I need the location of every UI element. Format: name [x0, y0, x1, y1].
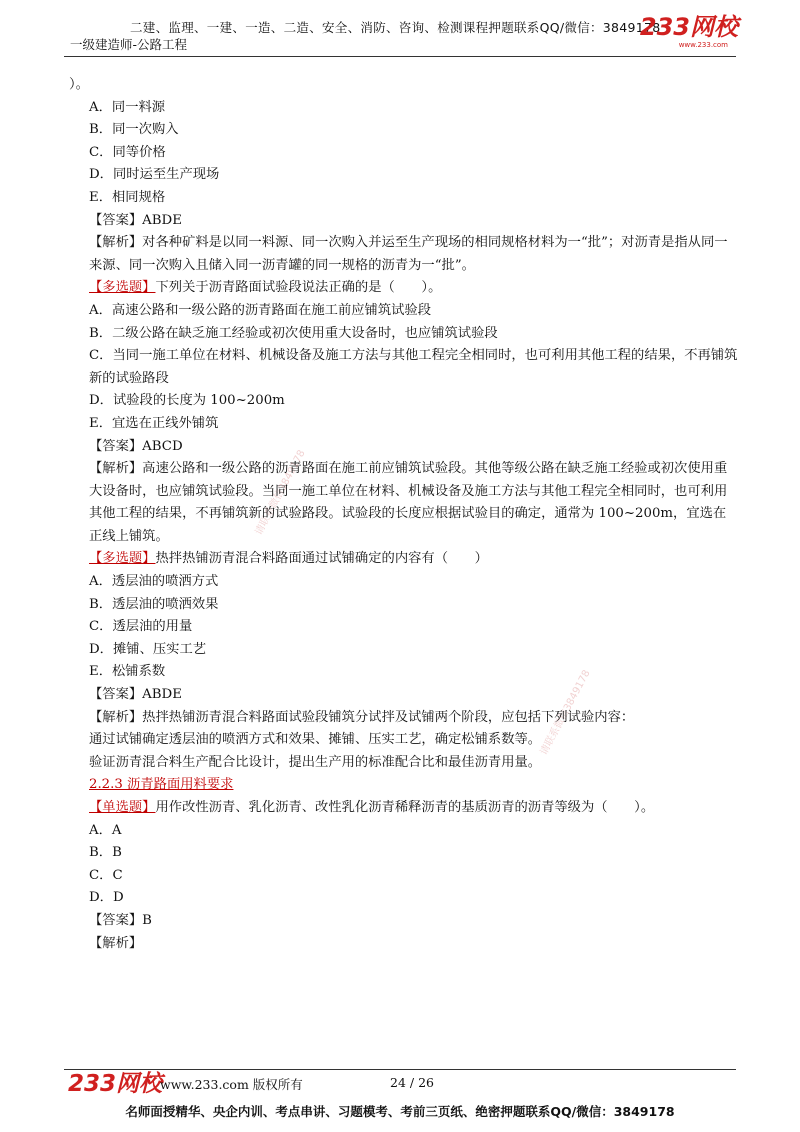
- footer-logo: 233网校: [68, 1071, 163, 1097]
- option-line: D．摊铺、压实工艺: [89, 641, 207, 657]
- analysis-paragraph: 【解析】高速公路和一级公路的沥青路面在施工前应铺筑试验段。其他等级公路在缺乏施工经验或初次使用重大设备时，也应铺筑试验段。当同一施工单位在材料、机械设备及施工方法与其他工程完全相同时，也可利用其他工程的结果，不再铺筑新的试验路段。试验段的长度应根据试验目的确定，通常为 100~200m，宜选在正线上铺筑。: [89, 461, 728, 544]
- question-line: [69, 797, 739, 820]
- question-type-tag: 【多选题】: [89, 280, 156, 296]
- analysis-paragraph: 【解析】热拌热铺沥青混合料路面试验段铺筑分试拌及试铺两个阶段，应包括下列试验内容：: [89, 709, 635, 725]
- option-line: D．D: [89, 890, 124, 906]
- option-line: C．当同一施工单位在材料、机械设备及施工方法与其他工程完全相同时，也可利用其他工程的结果，不再铺筑新的试验路段: [89, 348, 738, 386]
- option-line: E．松铺系数: [89, 664, 166, 680]
- page-number: 24 / 26: [390, 1075, 434, 1090]
- answer-line: 【答案】B: [89, 912, 152, 928]
- option-line: E．相同规格: [89, 189, 166, 205]
- option-line: A．A: [89, 822, 122, 838]
- option-line: C．C: [89, 867, 123, 883]
- footer-site-link[interactable]: www.233.com 版权所有: [160, 1077, 303, 1092]
- analysis-line: 验证沥青混合料生产配合比设计，提出生产用的标准配合比和最佳沥青用量。: [89, 754, 542, 770]
- header-logo-url: www.233.com: [678, 41, 728, 49]
- option-line: B．透层油的喷洒效果: [89, 596, 219, 612]
- section-heading: 2.2.3 沥青路面用料要求: [89, 777, 234, 793]
- option-line: E．宜选在正线外铺筑: [89, 415, 219, 431]
- question-type-tag: 【单选题】: [89, 800, 156, 815]
- footer-divider: [64, 1069, 736, 1070]
- question-text: 下列关于沥青路面试验段说法正确的是（ ）。: [155, 280, 442, 296]
- watermark: 请联系微信3849178: [253, 448, 308, 538]
- question-line: [69, 548, 739, 571]
- option-line: D．试验段的长度为 100~200m: [89, 393, 285, 409]
- option-line: B．二级公路在缺乏施工经验或初次使用重大设备时，也应铺筑试验段: [89, 325, 498, 341]
- option-line: A．同一料源: [89, 99, 166, 115]
- answer-line: 【答案】ABDE: [89, 687, 182, 703]
- question-line: [69, 277, 739, 300]
- option-line: A．透层油的喷洒方式: [89, 574, 219, 590]
- header-subject: 一级建造师-公路工程: [70, 37, 188, 52]
- option-line: C．同等价格: [89, 144, 166, 160]
- header-top-text: 二建、监理、一建、一造、二造、安全、消防、咨询、检测课程押题联系QQ/微信：3849178: [130, 20, 661, 35]
- answer-line: 【答案】ABCD: [89, 438, 183, 454]
- analysis-paragraph: 【解析】对各种矿料是以同一料源、同一次购入并运至生产现场的相同规格材料为一“批”；对沥青是指从同一来源、同一次购入且储入同一沥青罐的同一规格的沥青为一“批”。: [89, 235, 728, 273]
- analysis-line: 通过试铺确定透层油的喷洒方式和效果、摊铺、压实工艺，确定松铺系数等。: [89, 732, 542, 748]
- header-divider: [64, 56, 736, 57]
- option-line: C．透层油的用量: [89, 619, 193, 635]
- option-line: D．同时运至生产现场: [89, 167, 220, 183]
- footer-promo: 名师面授精华、央企内训、考点串讲、习题模考、考前三页纸、绝密押题联系QQ/微信：3849178: [125, 1104, 675, 1119]
- answer-line: 【答案】ABDE: [89, 212, 182, 228]
- question-type-tag: 【多选题】: [89, 551, 156, 567]
- option-line: B．B: [89, 845, 122, 861]
- analysis-label: 【解析】: [89, 935, 143, 951]
- text-line: ）。: [69, 77, 89, 92]
- document-body: [69, 74, 739, 955]
- option-line: A．高速公路和一级公路的沥青路面在施工前应铺筑试验段: [89, 302, 432, 318]
- option-line: B．同一次购入: [89, 122, 179, 138]
- question-text: 热拌热铺沥青混合料路面通过试铺确定的内容有（ ）: [155, 551, 488, 567]
- watermark: 请联系微信3849178: [538, 668, 593, 758]
- header-logo: 233网校: [639, 13, 738, 41]
- question-text: 用作改性沥青、乳化沥青、改性乳化沥青稀释沥青的基质沥青的沥青等级为（ ）。: [155, 800, 655, 815]
